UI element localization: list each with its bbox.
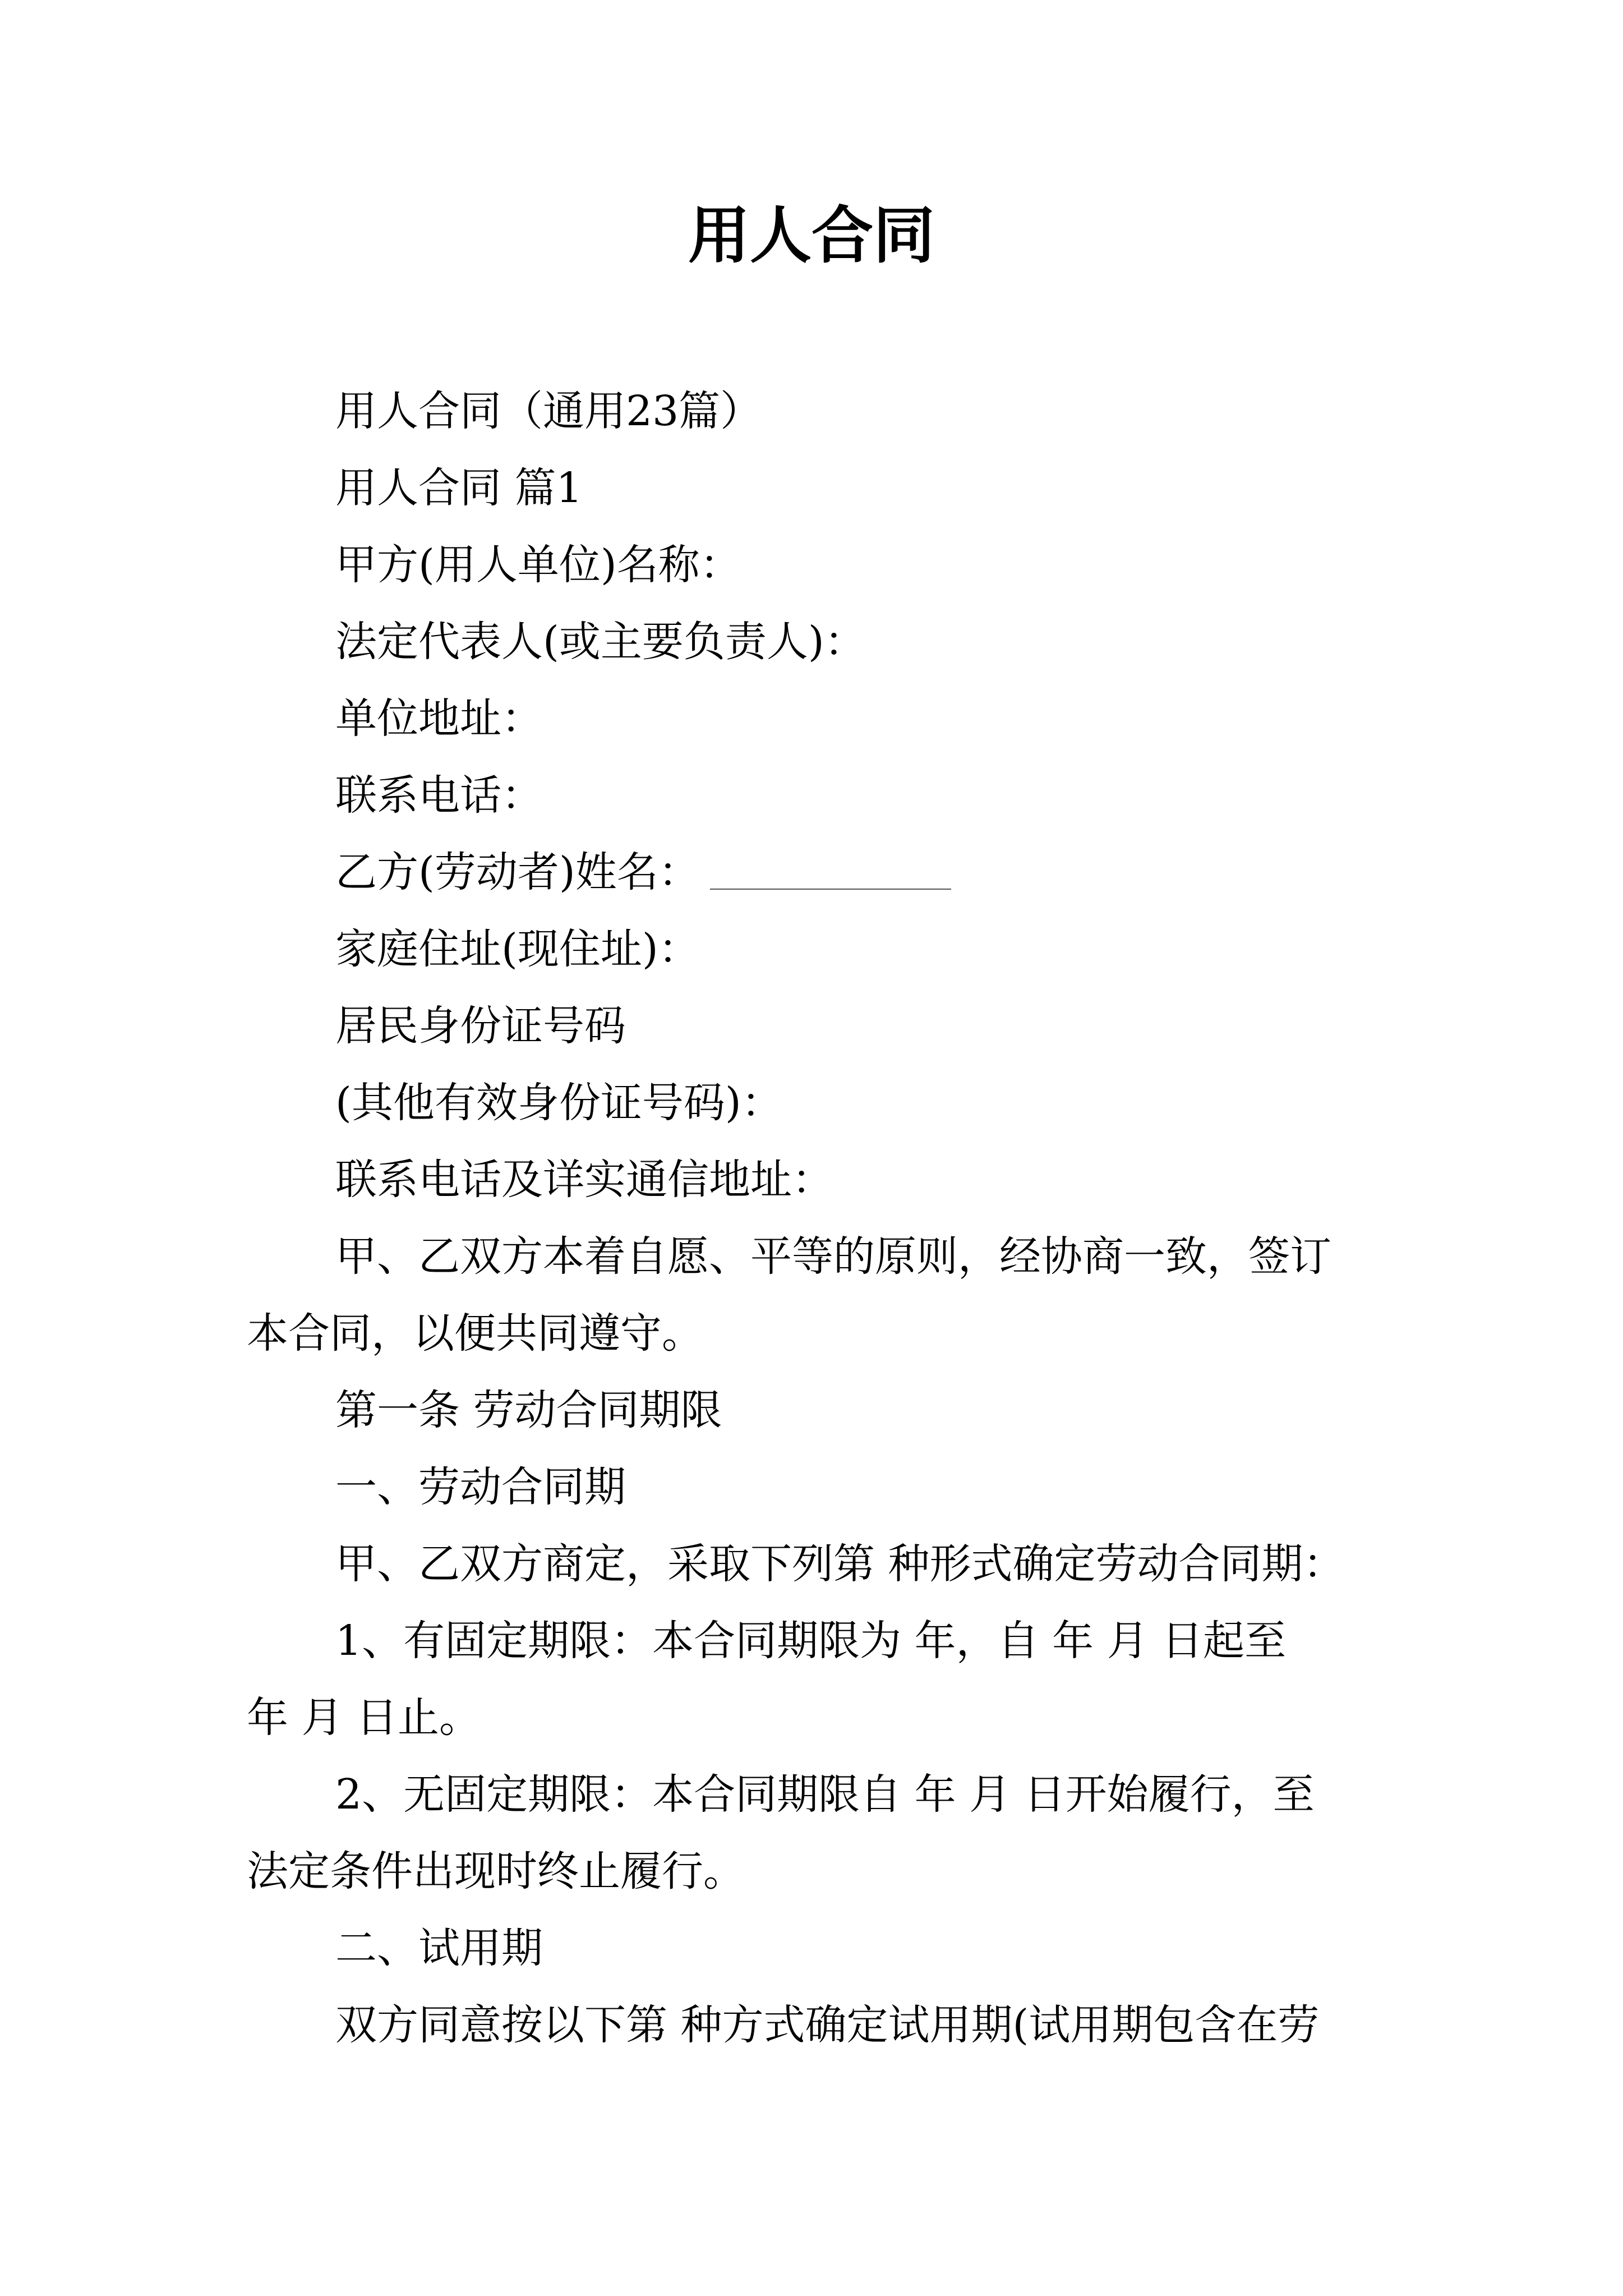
document-title: 用人合同 — [688, 199, 935, 272]
paragraph-line: 法定代表人(或主要负责人)： — [335, 618, 866, 666]
document-body — [247, 373, 1391, 2064]
paragraph-line: 甲方(用人单位)名称： — [335, 541, 741, 589]
worker-name-label: 乙方(劳动者)姓名： — [335, 848, 700, 896]
worker-name-line — [247, 834, 1391, 911]
paragraph-line: 2、无固定期限：本合同期限自 年 月 日开始履行，至 — [335, 1770, 1315, 1819]
paragraph-line: 用人合同 篇1 — [335, 464, 583, 512]
paragraph-line: 本合同，以便共同遵守。 — [247, 1309, 703, 1358]
paragraph-line: 联系电话： — [335, 771, 543, 820]
paragraph-line: 双方同意按以下第 种方式确定试用期(试用期包含在劳 — [335, 2001, 1320, 2049]
section-heading: 第一条 劳动合同期限 — [335, 1386, 722, 1434]
paragraph-line: 家庭住址(现住址)： — [335, 925, 700, 973]
paragraph-line: 居民身份证号码 — [335, 1002, 626, 1050]
paragraph-line: 甲、乙双方商定，采取下列第 种形式确定劳动合同期： — [335, 1540, 1345, 1588]
paragraph-line: 法定条件出现时终止履行。 — [247, 1847, 745, 1895]
worker-name-blank — [710, 889, 951, 890]
paragraph-line: 联系电话及详实通信地址： — [335, 1156, 833, 1204]
paragraph-line: 1、有固定期限：本合同期限为 年，自 年 月 日起至 — [335, 1617, 1287, 1665]
paragraph-line: 年 月 日止。 — [247, 1694, 481, 1742]
paragraph-line: 甲、乙双方本着自愿、平等的原则，经协商一致，签订 — [335, 1232, 1331, 1281]
paragraph-line: (其他有效身份证号码)： — [335, 1079, 783, 1127]
subsection-heading: 二、试用期 — [335, 1924, 543, 1972]
paragraph-line: 用人合同（通用23篇） — [335, 387, 762, 435]
paragraph-line: 单位地址： — [335, 694, 543, 743]
subsection-heading: 一、劳动合同期 — [335, 1463, 626, 1511]
